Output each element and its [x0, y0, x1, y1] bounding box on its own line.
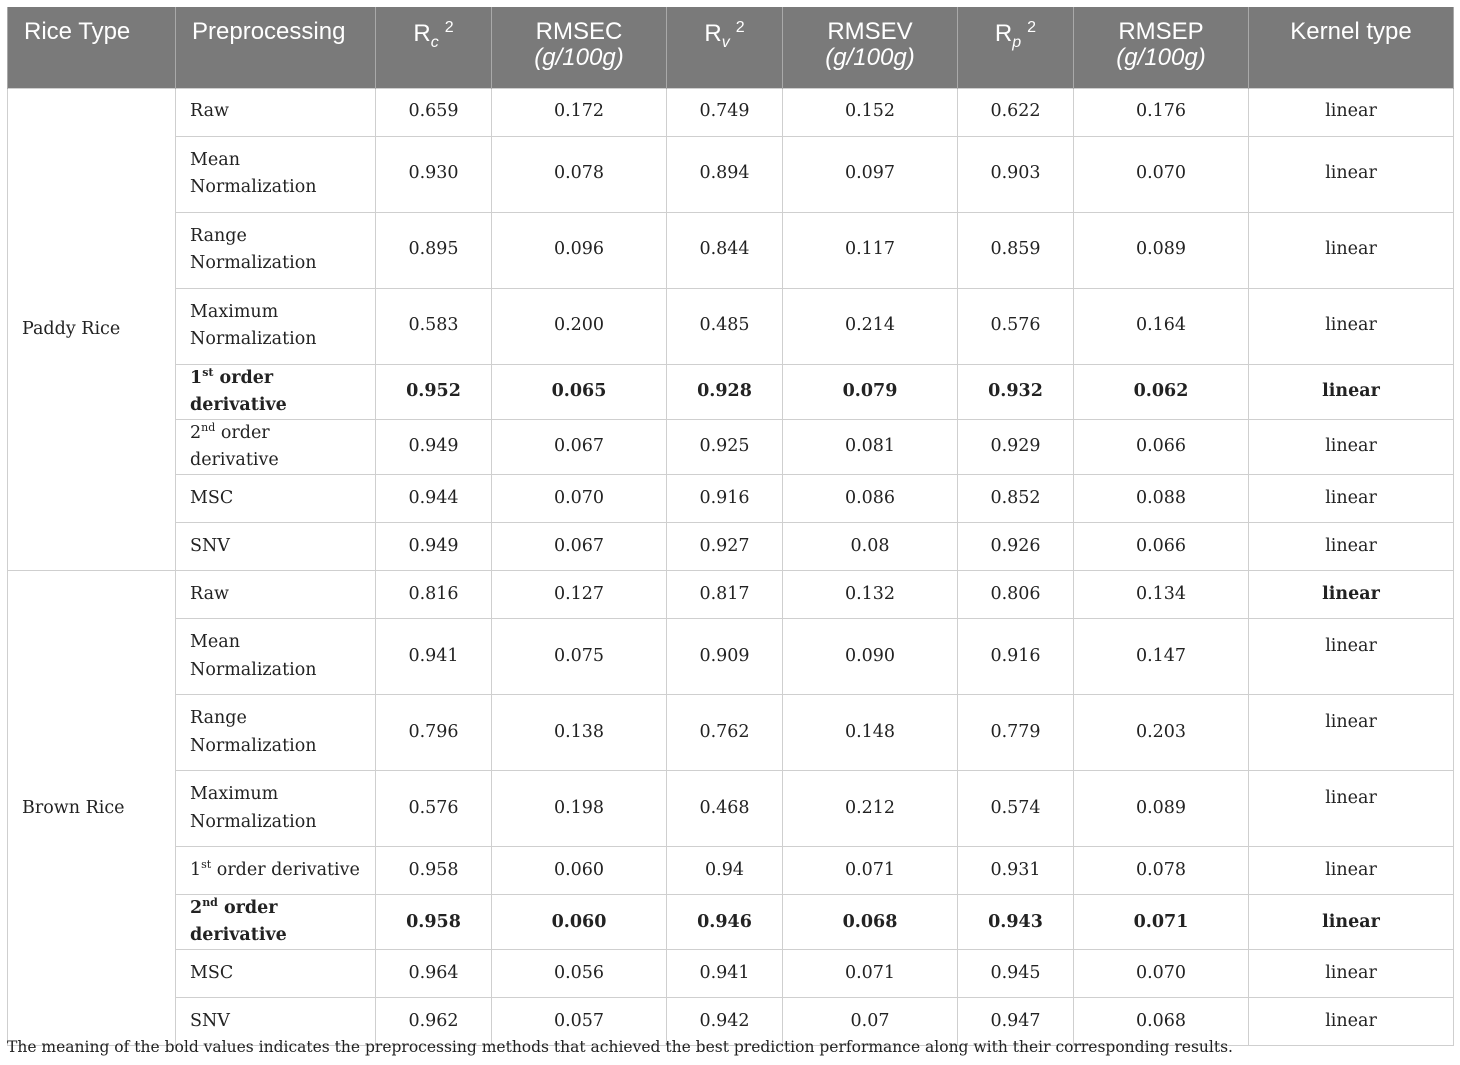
- preprocessing-cell: Raw: [176, 88, 376, 136]
- rv2-cell: 0.946: [667, 895, 783, 950]
- kernel-cell: linear: [1249, 771, 1454, 847]
- table-row: [8, 136, 1454, 212]
- kernel-cell: linear: [1249, 847, 1454, 895]
- rp2-cell: 0.943: [958, 895, 1074, 950]
- preprocessing-cell: 1st order derivative: [176, 364, 376, 419]
- rmsec-cell: 0.065: [492, 364, 667, 419]
- rv2-cell: 0.485: [667, 288, 783, 364]
- rmsep-cell: 0.070: [1074, 136, 1249, 212]
- rp2-cell: 0.576: [958, 288, 1074, 364]
- preprocessing-cell: Maximum Normalization: [176, 771, 376, 847]
- table-row-best: [8, 364, 1454, 419]
- col-header-kernel-type: Kernel type: [1249, 7, 1454, 88]
- rmsev-cell: 0.117: [783, 212, 958, 288]
- rv2-cell: 0.941: [667, 950, 783, 998]
- rp2-cell: 0.932: [958, 364, 1074, 419]
- rc2-cell: 0.796: [376, 695, 492, 771]
- rc2-cell: 0.949: [376, 523, 492, 571]
- col-header-rice-type: Rice Type: [8, 7, 176, 88]
- rc2-cell: 0.952: [376, 364, 492, 419]
- kernel-cell: linear: [1249, 619, 1454, 695]
- rc2-cell: 0.958: [376, 895, 492, 950]
- rmsev-cell: 0.132: [783, 571, 958, 619]
- rmsep-cell: 0.071: [1074, 895, 1249, 950]
- kernel-cell: linear: [1249, 998, 1454, 1046]
- table-row: [8, 619, 1454, 695]
- table-footnote: The meaning of the bold values indicates the preprocessing methods that achieved the best prediction performance along with their corresponding results.: [7, 1038, 1233, 1056]
- rp2-cell: 0.916: [958, 619, 1074, 695]
- preprocessing-cell: MSC: [176, 950, 376, 998]
- rc2-cell: 0.949: [376, 419, 492, 474]
- rmsec-cell: 0.198: [492, 771, 667, 847]
- rmsec-cell: 0.172: [492, 88, 667, 136]
- table-row: [8, 571, 1454, 619]
- rmsep-cell: 0.134: [1074, 571, 1249, 619]
- rmsep-cell: 0.070: [1074, 950, 1249, 998]
- rmsev-cell: 0.086: [783, 475, 958, 523]
- rmsec-cell: 0.060: [492, 895, 667, 950]
- table-row: [8, 847, 1454, 895]
- kernel-cell: linear: [1249, 895, 1454, 950]
- rmsep-cell: 0.062: [1074, 364, 1249, 419]
- preprocessing-cell: Range Normalization: [176, 212, 376, 288]
- rc2-cell: 0.895: [376, 212, 492, 288]
- preprocessing-cell: Mean Normalization: [176, 619, 376, 695]
- rc2-cell: 0.659: [376, 88, 492, 136]
- rp2-cell: 0.852: [958, 475, 1074, 523]
- rmsec-cell: 0.067: [492, 419, 667, 474]
- preprocessing-cell: 2nd order derivative: [176, 895, 376, 950]
- rp2-cell: 0.931: [958, 847, 1074, 895]
- rp2-cell: 0.926: [958, 523, 1074, 571]
- rv2-cell: 0.928: [667, 364, 783, 419]
- rmsep-cell: 0.066: [1074, 523, 1249, 571]
- rmsep-cell: 0.147: [1074, 619, 1249, 695]
- kernel-cell: linear: [1249, 695, 1454, 771]
- col-header-rv2: $R_v^2$: [667, 7, 783, 88]
- rc2-cell: 0.583: [376, 288, 492, 364]
- rp2-cell: 0.947: [958, 998, 1074, 1046]
- rc2-cell: 0.944: [376, 475, 492, 523]
- header-row: [8, 7, 1454, 88]
- rmsev-cell: 0.07: [783, 998, 958, 1046]
- rmsec-cell: 0.127: [492, 571, 667, 619]
- kernel-cell: linear: [1249, 419, 1454, 474]
- kernel-cell: linear: [1249, 88, 1454, 136]
- rmsep-cell: 0.089: [1074, 212, 1249, 288]
- results-table: [7, 7, 1454, 1046]
- rmsev-cell: 0.214: [783, 288, 958, 364]
- table-row: [8, 771, 1454, 847]
- rp2-cell: 0.622: [958, 88, 1074, 136]
- rv2-cell: 0.749: [667, 88, 783, 136]
- rc2-cell: 0.962: [376, 998, 492, 1046]
- rv2-cell: 0.762: [667, 695, 783, 771]
- preprocessing-cell: Raw: [176, 571, 376, 619]
- rmsep-cell: 0.078: [1074, 847, 1249, 895]
- rv2-cell: 0.909: [667, 619, 783, 695]
- rc2-cell: 0.930: [376, 136, 492, 212]
- rmsev-cell: 0.148: [783, 695, 958, 771]
- rmsev-cell: 0.079: [783, 364, 958, 419]
- rmsec-cell: 0.056: [492, 950, 667, 998]
- rmsec-cell: 0.078: [492, 136, 667, 212]
- table-row: [8, 523, 1454, 571]
- table-row: [8, 212, 1454, 288]
- rv2-cell: 0.844: [667, 212, 783, 288]
- rmsec-cell: 0.096: [492, 212, 667, 288]
- rmsep-cell: 0.068: [1074, 998, 1249, 1046]
- rv2-cell: 0.894: [667, 136, 783, 212]
- rv2-cell: 0.94: [667, 847, 783, 895]
- rmsep-cell: 0.164: [1074, 288, 1249, 364]
- rmsep-cell: 0.203: [1074, 695, 1249, 771]
- preprocessing-cell: 2nd order derivative: [176, 419, 376, 474]
- rmsev-cell: 0.212: [783, 771, 958, 847]
- preprocessing-cell: MSC: [176, 475, 376, 523]
- rp2-cell: 0.945: [958, 950, 1074, 998]
- rmsep-cell: 0.066: [1074, 419, 1249, 474]
- rp2-cell: 0.929: [958, 419, 1074, 474]
- col-header-rc2: $R_c^2$: [376, 7, 492, 88]
- col-header-rp2: $R_p^2$: [958, 7, 1074, 88]
- rc2-cell: 0.576: [376, 771, 492, 847]
- rc2-cell: 0.964: [376, 950, 492, 998]
- kernel-cell: linear: [1249, 523, 1454, 571]
- preprocessing-cell: Range Normalization: [176, 695, 376, 771]
- rmsep-cell: 0.089: [1074, 771, 1249, 847]
- rv2-cell: 0.942: [667, 998, 783, 1046]
- group-label-brown: Brown Rice: [8, 571, 176, 1046]
- rv2-cell: 0.916: [667, 475, 783, 523]
- rp2-cell: 0.779: [958, 695, 1074, 771]
- table-row: [8, 695, 1454, 771]
- table-row: [8, 475, 1454, 523]
- rmsep-cell: 0.176: [1074, 88, 1249, 136]
- preprocessing-cell: SNV: [176, 998, 376, 1046]
- table-row: [8, 419, 1454, 474]
- rv2-cell: 0.817: [667, 571, 783, 619]
- rp2-cell: 0.806: [958, 571, 1074, 619]
- table-row: [8, 950, 1454, 998]
- preprocessing-cell: 1st order derivative: [176, 847, 376, 895]
- rv2-cell: 0.468: [667, 771, 783, 847]
- rmsec-cell: 0.070: [492, 475, 667, 523]
- rmsev-cell: 0.068: [783, 895, 958, 950]
- rp2-cell: 0.903: [958, 136, 1074, 212]
- kernel-cell: linear: [1249, 571, 1454, 619]
- rmsec-cell: 0.067: [492, 523, 667, 571]
- rmsev-cell: 0.152: [783, 88, 958, 136]
- col-header-rmsev: RMSEV (g/100g): [783, 7, 958, 88]
- col-header-rmsec: RMSEC (g/100g): [492, 7, 667, 88]
- rmsev-cell: 0.071: [783, 950, 958, 998]
- kernel-cell: linear: [1249, 950, 1454, 998]
- rmsec-cell: 0.057: [492, 998, 667, 1046]
- table-row: [8, 88, 1454, 136]
- preprocessing-cell: Mean Normalization: [176, 136, 376, 212]
- kernel-cell: linear: [1249, 212, 1454, 288]
- kernel-cell: linear: [1249, 475, 1454, 523]
- rmsec-cell: 0.075: [492, 619, 667, 695]
- rmsev-cell: 0.097: [783, 136, 958, 212]
- table-row: [8, 288, 1454, 364]
- kernel-cell: linear: [1249, 136, 1454, 212]
- col-header-rmsep: RMSEP (g/100g): [1074, 7, 1249, 88]
- kernel-cell: linear: [1249, 288, 1454, 364]
- rmsep-cell: 0.088: [1074, 475, 1249, 523]
- group-label-paddy: Paddy Rice: [8, 88, 176, 571]
- kernel-cell: linear: [1249, 364, 1454, 419]
- rv2-cell: 0.925: [667, 419, 783, 474]
- rc2-cell: 0.958: [376, 847, 492, 895]
- preprocessing-cell: SNV: [176, 523, 376, 571]
- rmsec-cell: 0.060: [492, 847, 667, 895]
- rmsec-cell: 0.138: [492, 695, 667, 771]
- rc2-cell: 0.816: [376, 571, 492, 619]
- rmsev-cell: 0.090: [783, 619, 958, 695]
- rc2-cell: 0.941: [376, 619, 492, 695]
- rmsev-cell: 0.08: [783, 523, 958, 571]
- rp2-cell: 0.574: [958, 771, 1074, 847]
- rmsev-cell: 0.071: [783, 847, 958, 895]
- rp2-cell: 0.859: [958, 212, 1074, 288]
- col-header-preprocessing: Preprocessing: [176, 7, 376, 88]
- rmsec-cell: 0.200: [492, 288, 667, 364]
- rv2-cell: 0.927: [667, 523, 783, 571]
- rmsev-cell: 0.081: [783, 419, 958, 474]
- preprocessing-cell: Maximum Normalization: [176, 288, 376, 364]
- table-row-best: [8, 895, 1454, 950]
